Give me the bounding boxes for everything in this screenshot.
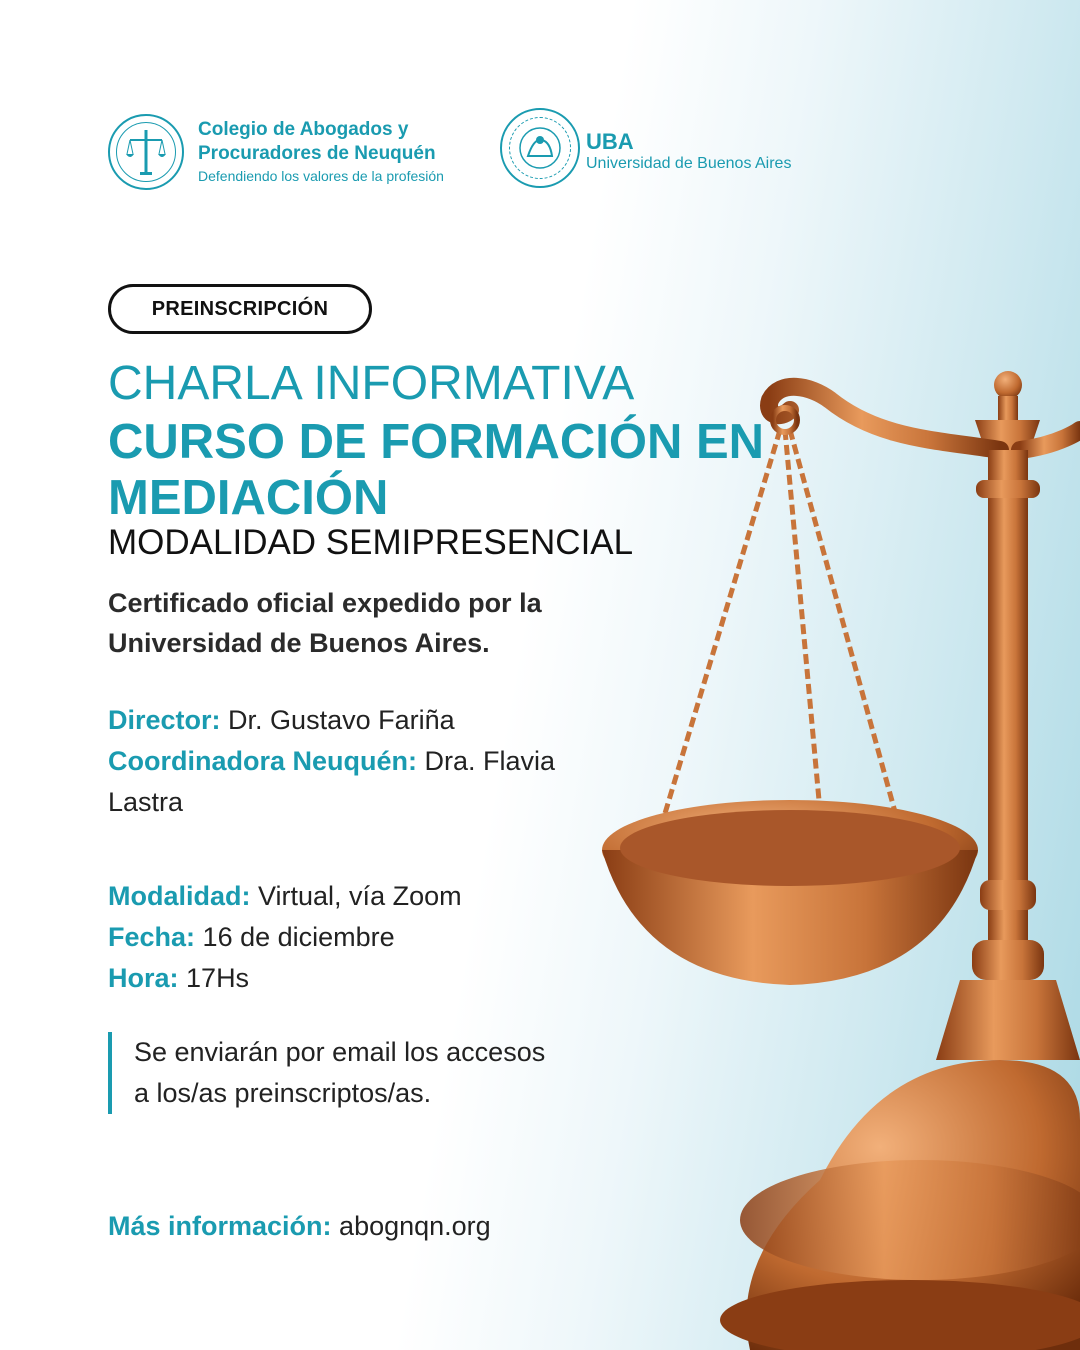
title-charla: CHARLA INFORMATIVA: [108, 357, 635, 410]
director-value: Dr. Gustavo Fariña: [228, 705, 455, 735]
colegio-tagline: Defendiendo los valores de la profesión: [198, 168, 444, 184]
coordinator-label: Coordinadora Neuquén:: [108, 746, 417, 776]
fecha-label: Fecha:: [108, 922, 196, 952]
staff-block: [108, 700, 568, 823]
uba-wordmark: [586, 130, 791, 174]
more-info-label: Más información:: [108, 1211, 332, 1241]
colegio-name-line2: Procuradores de Neuquén: [198, 143, 436, 164]
coordinator-value: Dra. Flavia Lastra: [108, 746, 556, 817]
fecha-value: 16 de diciembre: [202, 922, 395, 952]
fecha-line: [108, 917, 568, 958]
more-info: [108, 1206, 491, 1247]
hora-value: 17Hs: [186, 963, 250, 993]
title-curso: CURSO DE FORMACIÓN EN MEDIACIÓN: [108, 415, 765, 525]
hora-label: Hora:: [108, 963, 179, 993]
director-line: [108, 700, 568, 741]
uba-name: Universidad de Buenos Aires: [586, 155, 792, 172]
uba-abbr: UBA: [586, 129, 634, 154]
colegio-seal-icon: [108, 114, 184, 190]
preinscripcion-badge: PREINSCRIPCIÓN: [108, 284, 372, 334]
modalidad-line: [108, 876, 568, 917]
scales-of-justice-icon: [580, 360, 1080, 1350]
more-info-link[interactable]: abognqn.org: [339, 1211, 491, 1241]
email-note: Se enviarán por email los accesos a los/as preinscriptos/as.: [108, 1032, 548, 1114]
title-modalidad: MODALIDAD SEMIPRESENCIAL: [108, 523, 634, 562]
event-block: [108, 876, 568, 999]
modalidad-value: Virtual, vía Zoom: [258, 881, 462, 911]
hora-line: [108, 958, 568, 999]
colegio-name-line1: Colegio de Abogados y: [198, 119, 409, 140]
uba-seal-icon: [500, 108, 580, 188]
certificate-text: Certificado oficial expedido por la Universidad de Buenos Aires.: [108, 588, 542, 658]
colegio-wordmark: [198, 118, 444, 186]
coordinator-line: [108, 741, 568, 823]
director-label: Director:: [108, 705, 221, 735]
header-logos: [108, 108, 808, 198]
modalidad-label: Modalidad:: [108, 881, 251, 911]
